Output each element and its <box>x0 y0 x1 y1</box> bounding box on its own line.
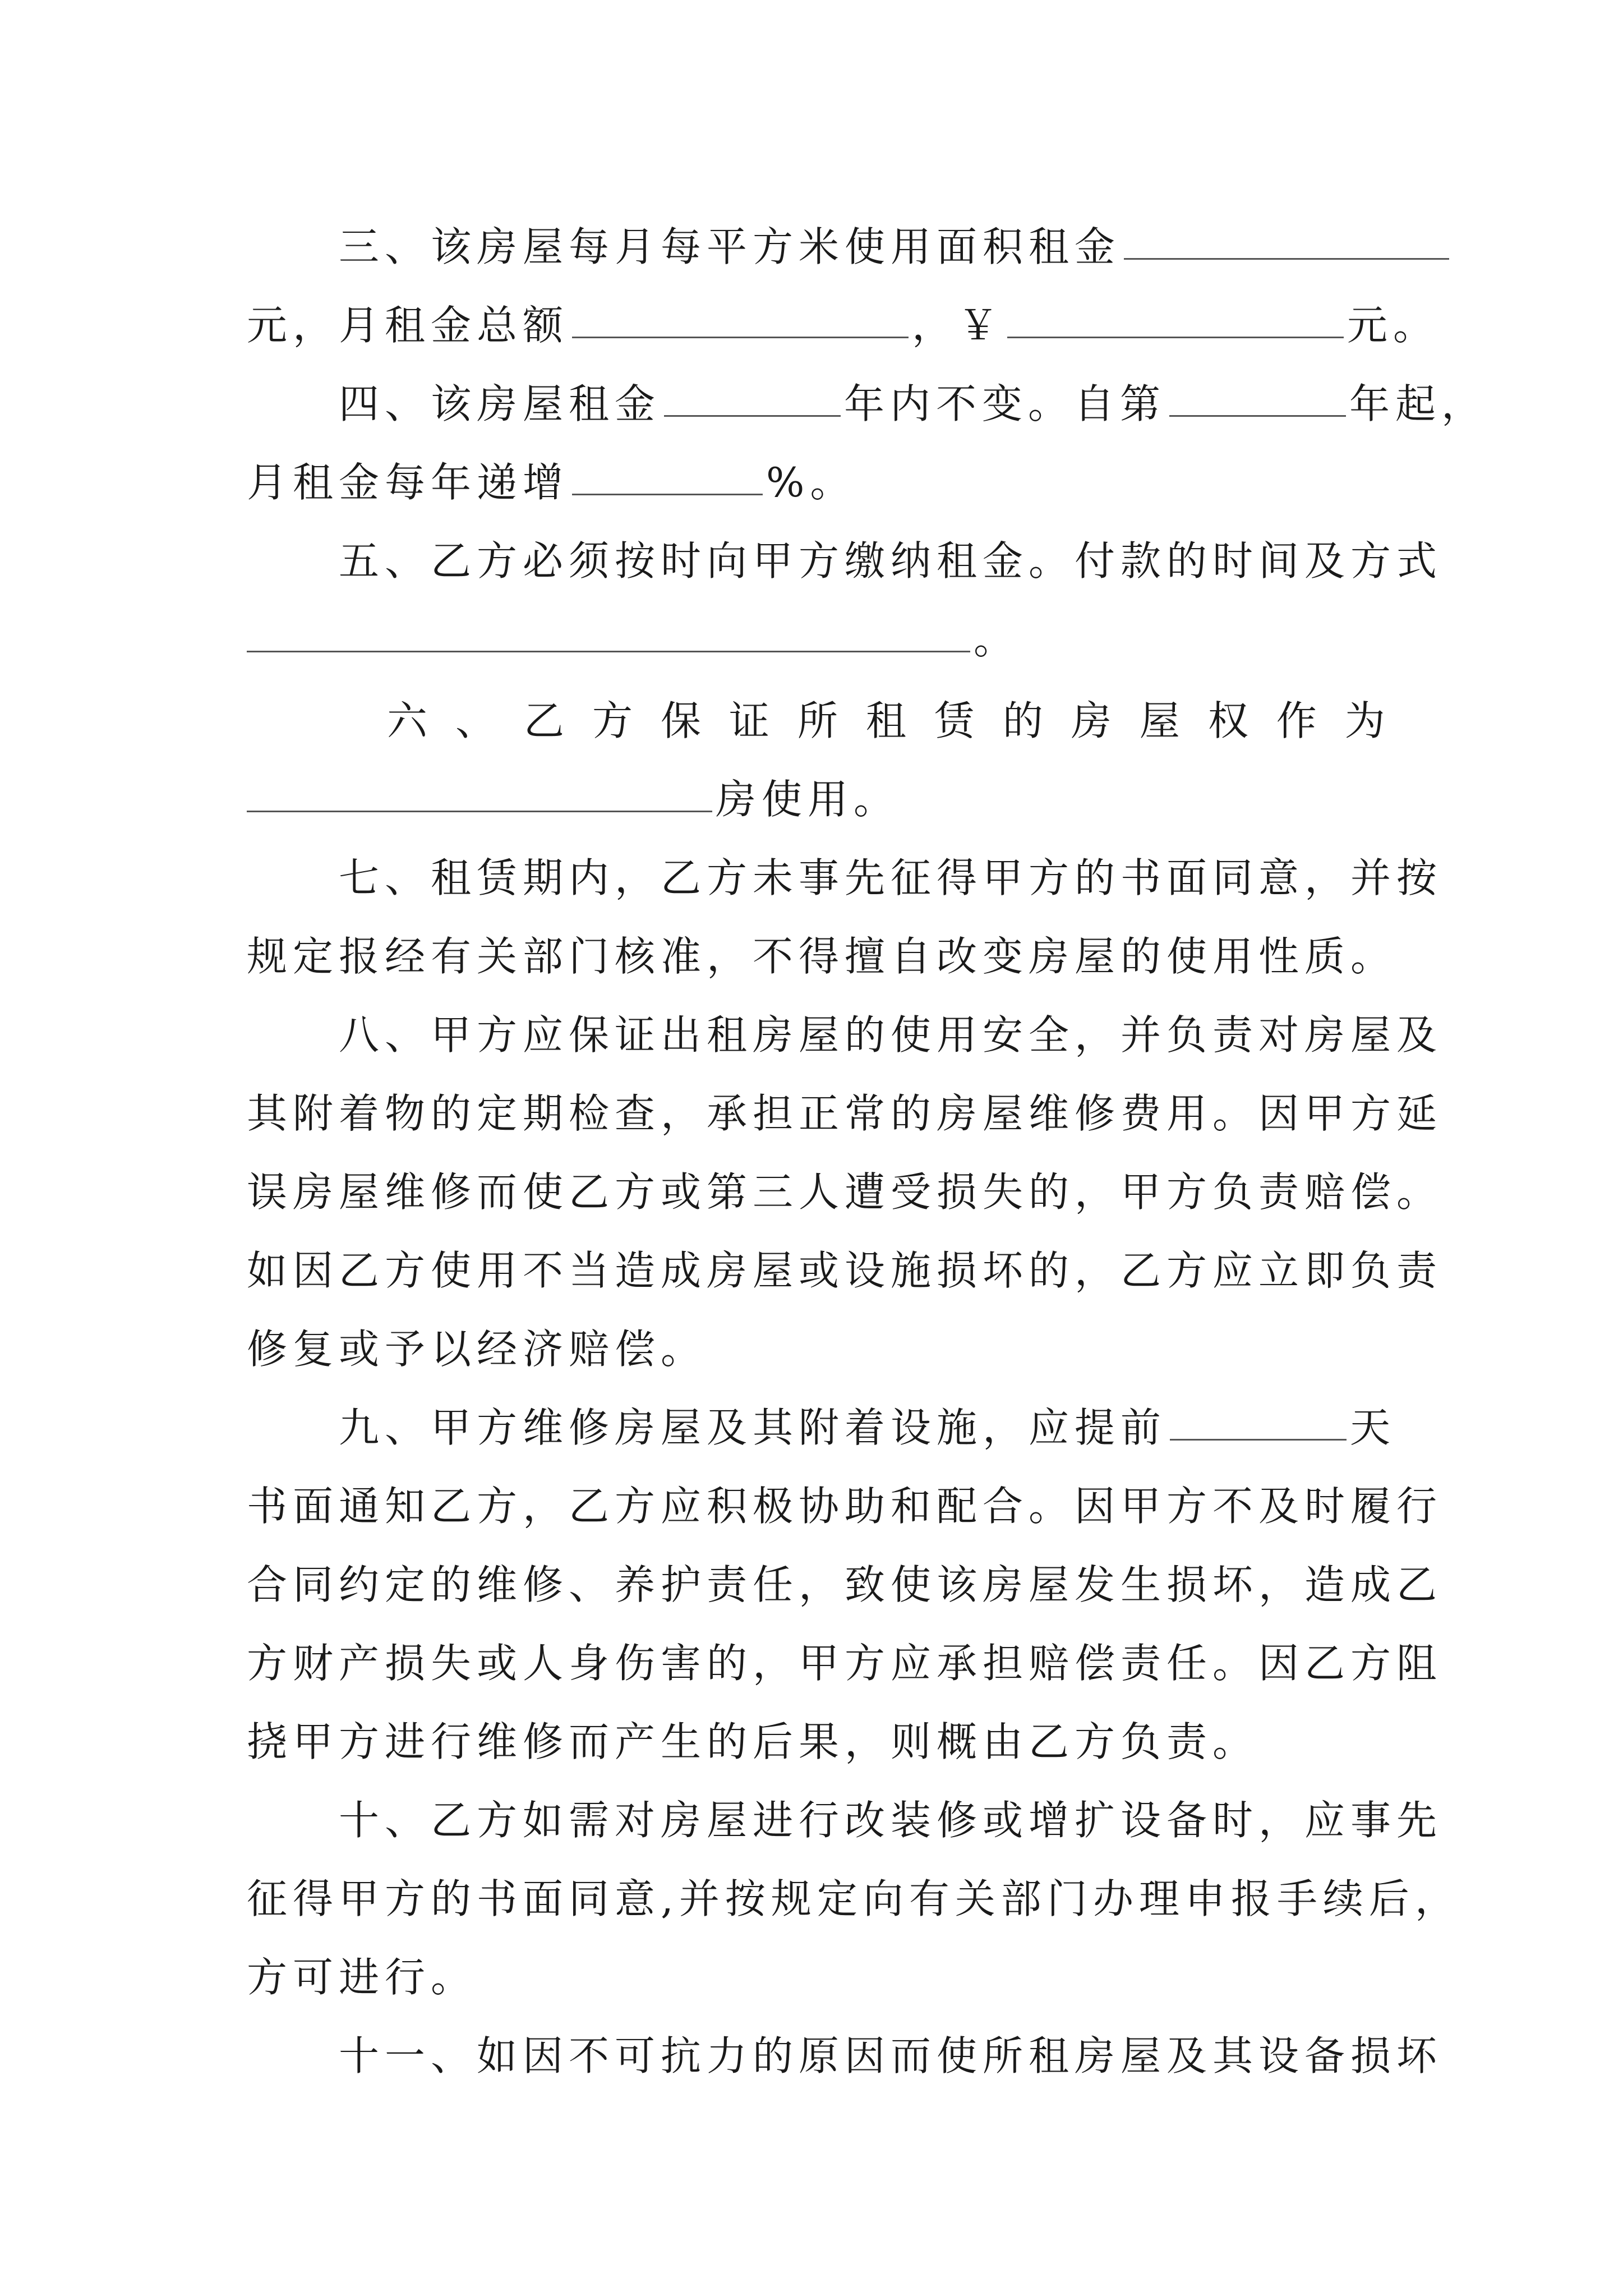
clause-9-day: 天 <box>1350 1404 1396 1451</box>
clause-5-end: 。 <box>974 616 1020 663</box>
clause-3-yuan: 元，月租金总额 <box>247 302 569 349</box>
clause-6-line-2 <box>247 760 1385 839</box>
rent-fixed-years-blank[interactable] <box>664 365 841 417</box>
clause-6-char: 作 <box>1276 697 1317 744</box>
clause-9-line-1 <box>339 1388 1396 1467</box>
clause-3-currency: ，￥ <box>912 302 1004 349</box>
clause-8-text: 修复或予以经济赔偿。 <box>247 1326 707 1373</box>
clause-8-line-5 <box>247 1310 1385 1388</box>
clause-4-mid: 年内不变。自第 <box>844 380 1166 427</box>
clause-8-text: 八、甲方应保证出租房屋的使用安全，并负责对房屋及 <box>339 1011 1443 1059</box>
clause-7-text: 七、租赁期内，乙方未事先征得甲方的书面同意，并按 <box>339 854 1443 901</box>
clause-10-text: 方可进行。 <box>247 1954 477 2001</box>
clause-6-char: 证 <box>728 697 769 744</box>
clause-8-text: 其附着物的定期检查，承担正常的房屋维修费用。因甲方延 <box>247 1090 1443 1137</box>
clause-3-end: 元。 <box>1347 302 1440 349</box>
clause-3-line-2 <box>247 286 1440 365</box>
notice-days-blank[interactable] <box>1170 1388 1347 1441</box>
clause-6-char: 乙 <box>523 697 564 744</box>
clause-4-increase-text: 月租金每年递增 <box>247 459 569 506</box>
clause-3-line-1 <box>339 208 1385 286</box>
clause-6-char: 赁 <box>934 697 975 744</box>
clause-8-text: 误房屋维修而使乙方或第三人遭受损失的，甲方负责赔偿。 <box>247 1168 1443 1216</box>
clause-6-char: 屋 <box>1139 697 1180 744</box>
clause-4-percent: %。 <box>766 459 856 506</box>
clause-7-line-2 <box>247 917 1397 996</box>
house-use-purpose-blank[interactable] <box>247 760 712 812</box>
clause-11-line-1 <box>339 2017 1443 2095</box>
clause-10-line-1 <box>339 1781 1443 1860</box>
clause-6-char: 、 <box>455 697 496 744</box>
clause-7-line-1 <box>339 839 1443 917</box>
clause-5-line-2 <box>247 600 1385 679</box>
clause-9-text: 九、甲方维修房屋及其附着设施，应提前 <box>339 1404 1167 1451</box>
clause-4-end: 年起， <box>1349 380 1488 427</box>
clause-9-line-5 <box>247 1703 1385 1781</box>
clause-3-text: 三、该房屋每月每平方米使用面积租金 <box>339 223 1121 270</box>
clause-9-line-3 <box>247 1545 1443 1624</box>
payment-method-blank[interactable] <box>247 600 970 652</box>
clause-9-line-2 <box>247 1467 1443 1545</box>
clause-9-text: 挠甲方进行维修而产生的后果，则概由乙方负责。 <box>247 1718 1259 1765</box>
clause-8-line-2 <box>247 1074 1443 1153</box>
clause-5-text: 五、乙方必须按时向甲方缴纳租金。付款的时间及方式 <box>339 537 1443 585</box>
clause-9-text: 方财产损失或人身伤害的，甲方应承担赔偿责任。因乙方阻 <box>247 1640 1443 1687</box>
clause-6-char: 所 <box>797 697 838 744</box>
clause-7-text: 规定报经有关部门核准，不得擅自改变房屋的使用性质。 <box>247 933 1397 980</box>
clause-6-line-1 <box>387 682 1385 760</box>
clause-10-line-2 <box>247 1860 1461 1938</box>
clause-5-line-1 <box>339 522 1443 600</box>
clause-10-text: 十、乙方如需对房屋进行改装修或增扩设备时，应事先 <box>339 1797 1443 1844</box>
clause-8-line-3 <box>247 1153 1443 1231</box>
clause-4-line-1 <box>339 365 1488 443</box>
clause-6-char: 房 <box>1071 697 1112 744</box>
clause-6-char: 为 <box>1344 697 1385 744</box>
monthly-rent-rmb-blank[interactable] <box>1007 286 1344 338</box>
clause-11-text: 十一、如因不可抗力的原因而使所租房屋及其设备损坏 <box>339 2032 1443 2079</box>
clause-8-line-4 <box>247 1231 1443 1310</box>
clause-8-text: 如因乙方使用不当造成房屋或设施损坏的，乙方应立即负责 <box>247 1247 1443 1294</box>
clause-4-text: 四、该房屋租金 <box>339 380 661 427</box>
clause-9-text: 书面通知乙方，乙方应积极协助和配合。因甲方不及时履行 <box>247 1483 1443 1530</box>
clause-6-char: 的 <box>1002 697 1043 744</box>
clause-6-char: 保 <box>660 697 701 744</box>
rent-increase-percent-blank[interactable] <box>572 443 763 495</box>
rent-increase-start-year-blank[interactable] <box>1169 365 1346 417</box>
unit-rent-blank[interactable] <box>1124 208 1449 260</box>
clause-10-text: 征得甲方的书面同意,并按规定向有关部门办理申报手续后， <box>247 1875 1461 1922</box>
clause-6-char: 权 <box>1207 697 1248 744</box>
clause-10-line-3 <box>247 1938 1385 2017</box>
clause-6-char: 六 <box>387 697 428 744</box>
clause-9-line-4 <box>247 1624 1443 1703</box>
clause-4-line-2 <box>247 443 1385 522</box>
clause-8-line-1 <box>339 996 1443 1074</box>
clause-6-char: 租 <box>865 697 906 744</box>
clause-6-char: 方 <box>592 697 633 744</box>
clause-6-end: 房使用。 <box>716 776 900 823</box>
clause-9-text: 合同约定的维修、养护责任，致使该房屋发生损坏，造成乙 <box>247 1561 1443 1608</box>
monthly-rent-blank[interactable] <box>572 286 909 338</box>
